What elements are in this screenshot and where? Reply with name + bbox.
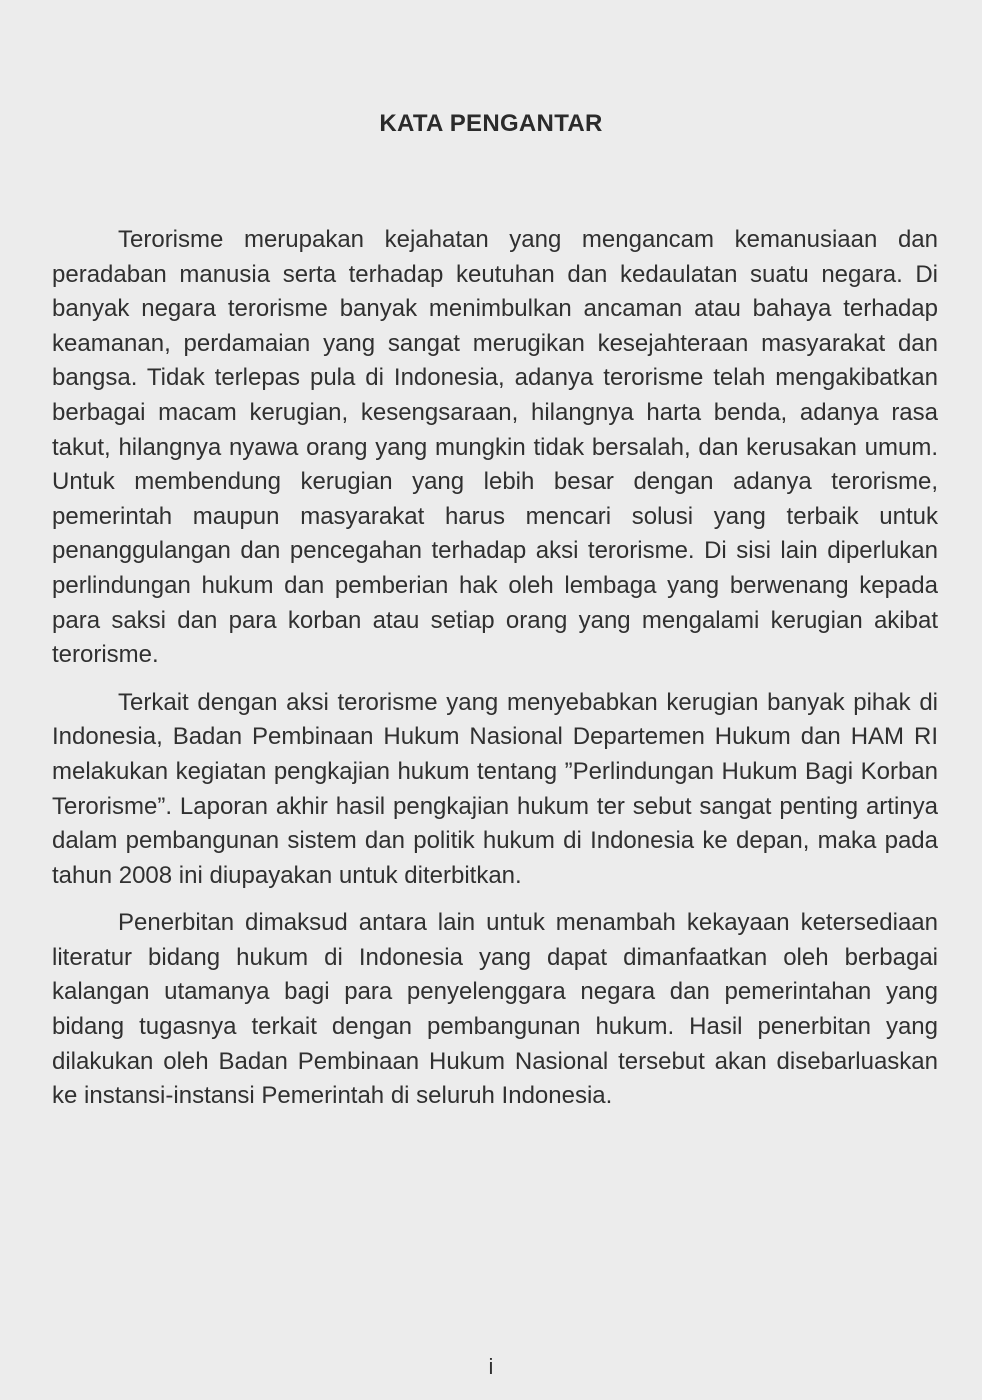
page-title: KATA PENGANTAR xyxy=(379,110,603,137)
paragraph-2: Terkait dengan aksi terorisme yang menyebabkan kerugian banyak pihak di Indonesia, Badan Pembinaan Hukum Nasional Departemen Hukum dan HAM RI melakukan kegiatan pengkajian hukum tentang ”Perlindungan Hukum Bagi Korban Terorisme”. Laporan akhir hasil pengkajian hukum ter sebut sangat penting artinya dalam pembangunan sistem dan politik hukum di Indonesia ke depan, maka pada tahun 2008 ini diupayakan untuk diterbitkan. xyxy=(52,688,938,889)
page-number: i xyxy=(488,1354,494,1379)
paragraph-1: Terorisme merupakan kejahatan yang mengancam kemanusiaan dan peradaban manusia serta terhadap keutuhan dan kedaulatan suatu negara. Di banyak negara terorisme banyak menimbulkan ancaman atau bahaya terhadap keamanan, perdamaian yang sangat merugikan kesejahteraan masyarakat dan bangsa. Tidak terlepas pula di Indonesia, adanya terorisme telah mengakibatkan berbagai macam kerugian, kesengsaraan, hilangnya harta benda, adanya rasa takut, hilangnya nyawa orang yang mungkin tidak bersalah, dan kerusakan umum. Untuk membendung kerugian yang lebih besar dengan adanya terorisme, pemerintah maupun masyarakat harus mencari solusi yang terbaik untuk penanggulangan dan pencegahan terhadap aksi terorisme. Di sisi lain diperlukan perlindungan hukum dan pemberian hak oleh lembaga yang berwenang kepada para saksi dan para korban atau setiap orang yang mengalami kerugian akibat terorisme. xyxy=(52,226,938,669)
paragraph-3: Penerbitan dimaksud antara lain untuk menambah kekayaan ketersediaan literatur bidang hukum di Indonesia yang dapat dimanfaatkan oleh berbagai kalangan utamanya bagi para penyelenggara negara dan pemerintahan yang bidang tugasnya terkait dengan pembangunan hukum. Hasil penerbitan yang dilakukan oleh Badan Pembinaan Hukum Nasional tersebut akan disebarluaskan ke instansi-instansi Pemerintah di seluruh Indonesia. xyxy=(52,909,938,1110)
document-body xyxy=(52,223,938,1127)
